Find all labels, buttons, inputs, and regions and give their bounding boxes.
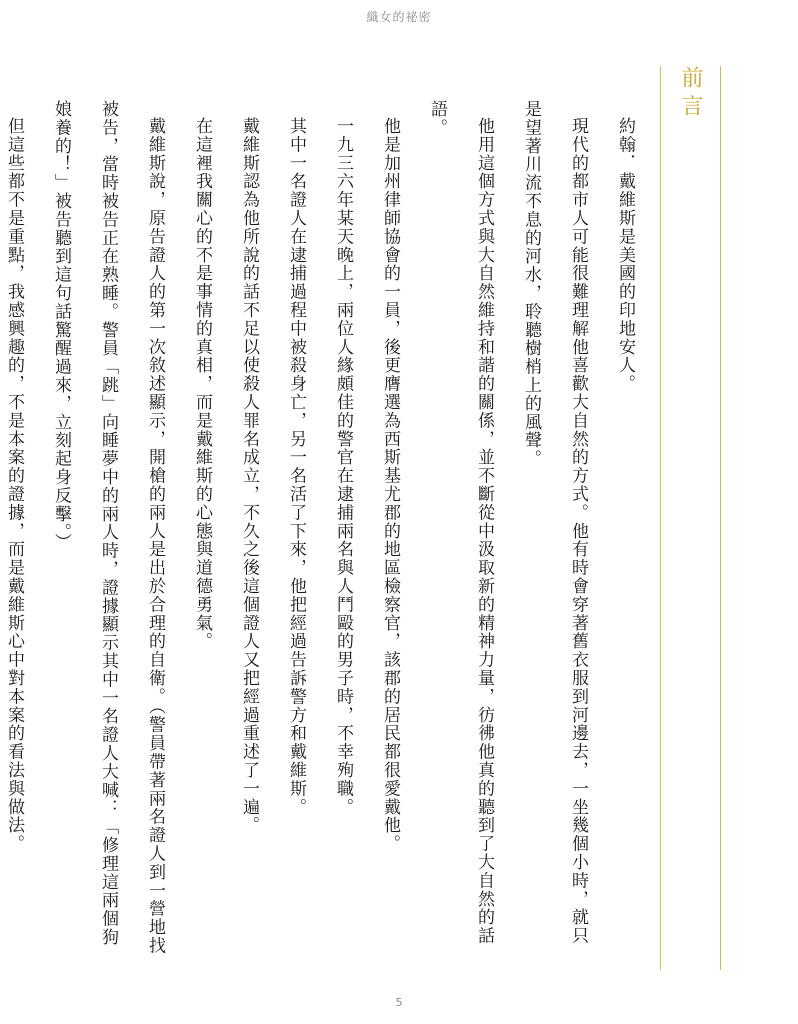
paragraph-6: 其中一名證人在逮捕過程中被殺身亡，另一名活了下來，他把經過告訴警方和戴維斯。 bbox=[286, 117, 306, 817]
paragraph-2: 現代的都市人可能很難理解他喜歡大自然的方式。他有時會穿著舊衣服到河邊去，一坐幾個小時，就只是望著川流不息的河水，聆聽樹梢上的風聲。 bbox=[521, 100, 588, 945]
chapter-title: 前言 bbox=[678, 66, 703, 122]
paragraph-8: 在這裡我關心的不是事情的真相，而是戴維斯的心態與道德勇氣。 bbox=[192, 117, 212, 651]
running-header-title: 織女的祕密 bbox=[366, 10, 432, 24]
paragraph-7: 戴維斯認為他所說的話不足以使殺人罪名成立，不久之後這個證人又把經過重述了一遍。 bbox=[239, 117, 259, 835]
paragraph-3: 他用這個方式與大自然維持和諧的關係，並不斷從中汲取新的精神力量，彷彿他真的聽到了大自然的話語。 bbox=[427, 100, 494, 945]
chapter-rule-left bbox=[660, 66, 661, 970]
chapter-rule-right bbox=[720, 66, 721, 970]
paragraph-1: 約翰．戴維斯是美國的印地安人。 bbox=[615, 117, 635, 393]
body-text bbox=[0, 100, 648, 960]
page-number: 5 bbox=[395, 996, 403, 1009]
paragraph-9: 戴維斯說，原告證人的第一次敘述顯示，開槍的兩人是出於合理的自衛。（警員帶著兩名證人到一營地找被告，當時被告正在熟睡。警員「跳」向睡夢中的兩人時，證據顯示其中一名證人大喊：「修理這兩個狗娘養的！」被告聽到這句話驚醒過來，立刻起身反擊。） bbox=[51, 100, 165, 955]
paragraph-5: 一九三六年某天晚上，兩位人緣頗佳的警官在逮捕兩名與人鬥毆的男子時，不幸殉職。 bbox=[333, 117, 353, 817]
paragraph-4: 他是加州律師協會的一員，後更膺選為西斯基尤郡的地區檢察官，該郡的居民都很愛戴他。 bbox=[380, 117, 400, 853]
paragraph-10: 但這些都不是重點，我感興趣的，不是本案的證據，而是戴維斯心中對本案的看法與做法。 bbox=[4, 117, 24, 853]
